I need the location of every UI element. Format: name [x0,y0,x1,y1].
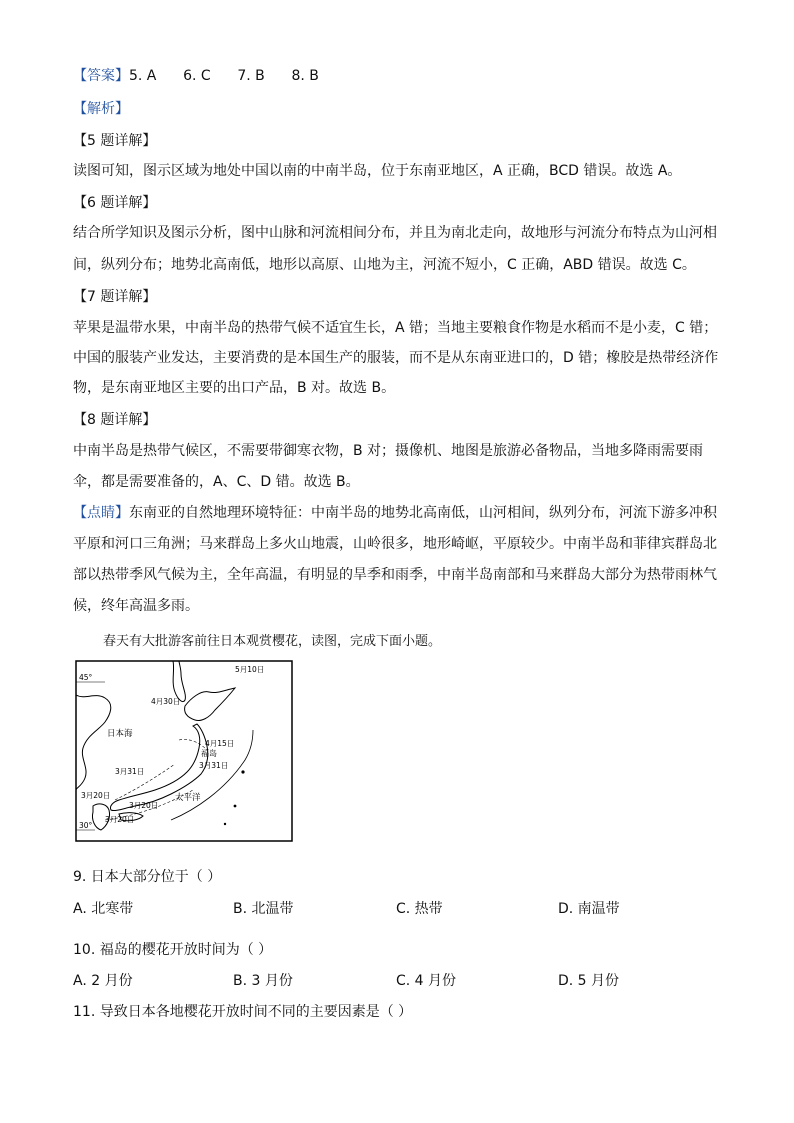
lat-bottom-label: 30° [79,821,93,830]
answer-text: 5. A 6. C 7. B 8. B [129,68,319,84]
q10-option-d[interactable]: D. 5 月份 [558,973,620,989]
q7-line2: 中国的服装产业发达，主要消费的是本国生产的服装，而不是从东南亚进口的，D 错；橡胶是热带经济作 [73,350,719,366]
q8-heading: 【8 题详解】 [73,412,157,428]
q7-line1: 苹果是温带水果，中南半岛的热带气候不适宜生长，A 错；当地主要粮食作物是水稻而不是小麦，C 错； [73,320,718,336]
tip-line4: 候，终年高温多雨。 [73,598,199,614]
map-intro: 春天有大批游客前往日本观赏樱花，读图，完成下面小题。 [103,634,442,649]
q9-option-a[interactable]: A. 北寒带 [73,901,134,917]
tip-line3: 部以热带季风气候为主，全年高温，有明显的旱季和雨季，中南半岛南部和马来群岛大部分为热带雨林气 [73,567,717,583]
tip-line1-row [73,503,717,523]
island-dot [241,770,244,773]
answer-line [73,66,319,86]
island-dot [234,805,237,808]
q10-option-c[interactable]: C. 4 月份 [396,973,457,989]
lat-top-label: 45° [79,673,93,682]
q5-body: 读图可知，图示区域为地处中国以南的中南半岛，位于东南亚地区，A 正确，BCD 错误。故选 A。 [73,163,682,179]
date-label: 5月10日 [235,665,265,674]
q7-line3: 物，是东南亚地区主要的出口产品，B 对。故选 B。 [73,380,396,396]
q9-stem: 9. 日本大部分位于（ ） [73,869,222,885]
date-label: 3月20日 [105,815,135,824]
q6-line2: 间，纵列分布；地势北高南低，地形以高原、山地为主，河流不短小，C 正确，ABD 错误。故选 C。 [73,257,696,273]
q8-line1: 中南半岛是热带气候区，不需要带御寒衣物，B 对；摄像机、地图是旅游必备物品，当地多降雨需要雨 [73,443,704,459]
answer-label: 【答案】 [73,68,129,84]
island-dot [224,823,226,825]
sea-label: 日本海 [107,729,133,739]
q9-option-b[interactable]: B. 北温带 [233,901,294,917]
q11-stem: 11. 导致日本各地樱花开放时间不同的主要因素是（ ） [73,1004,413,1020]
date-label: 3月31日 [199,761,229,770]
q6-line1: 结合所学知识及图示分析，图中山脉和河流相间分布，并且为南北走向，故地形与河流分布特点为山河相 [73,225,717,241]
city-label: 福岛 [201,749,217,758]
q10-option-a[interactable]: A. 2 月份 [73,973,133,989]
date-label: 3月31日 [115,767,145,776]
q8-line2: 伞，都是需要准备的，A、C、D 错。故选 B。 [73,474,360,490]
ocean-label: 太平洋 [175,793,201,803]
date-label: 4月30日 [151,697,181,706]
tip-label: 【点睛】 [73,505,129,521]
tip-line1: 东南亚的自然地理环境特征：中南半岛的地势北高南低，山河相间，纵列分布，河流下游多冲积 [129,505,717,521]
q9-option-d[interactable]: D. 南温带 [558,901,620,917]
q10-stem: 10. 福岛的樱花开放时间为（ ） [73,942,273,958]
date-label: 4月15日 [205,739,235,748]
q6-heading: 【6 题详解】 [73,195,157,211]
tip-line2: 平原和河口三角洲；马来群岛上多火山地震，山岭很多，地形崎岖，平原较少。中南半岛和菲律宾群岛北 [73,536,717,552]
japan-map [75,660,293,842]
q5-heading: 【5 题详解】 [73,133,157,149]
q7-heading: 【7 题详解】 [73,289,157,305]
date-label: 3月20日 [81,791,111,800]
analysis-label: 【解析】 [73,101,129,117]
date-label: 3月20日 [129,801,159,810]
q10-option-b[interactable]: B. 3 月份 [233,973,293,989]
q9-option-c[interactable]: C. 热带 [396,901,443,917]
